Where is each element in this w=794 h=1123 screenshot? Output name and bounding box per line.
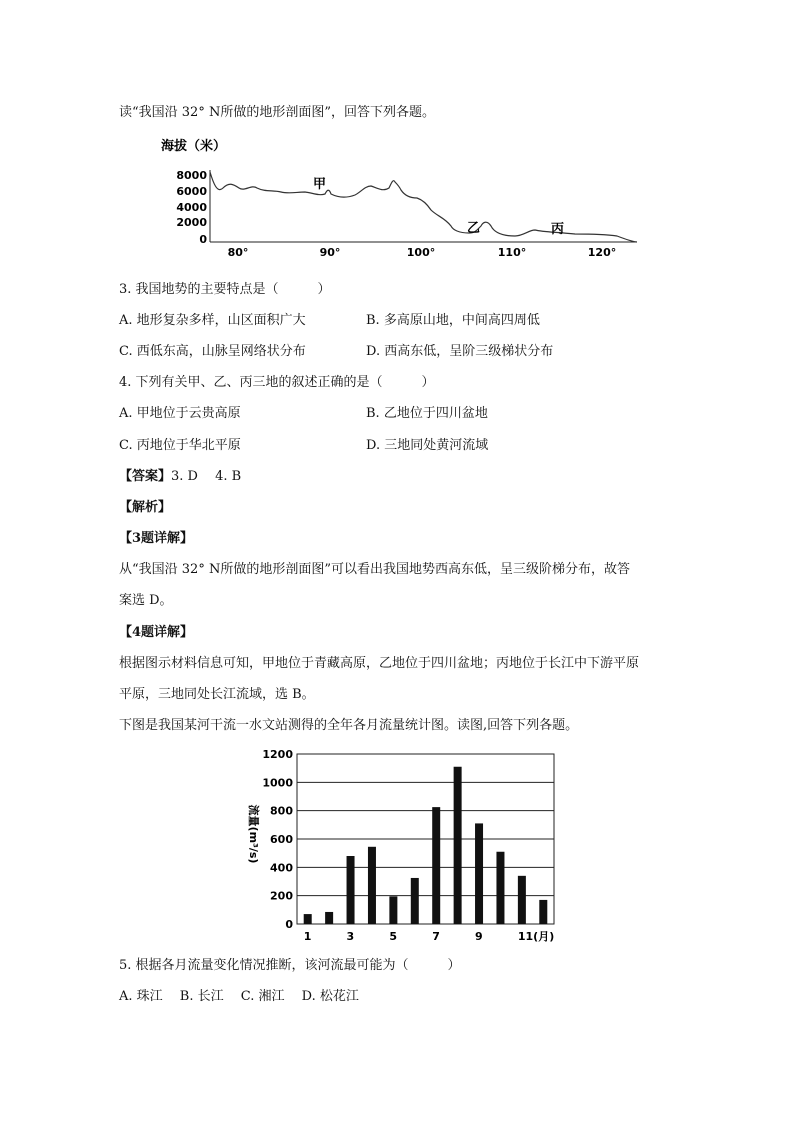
profile-ytick-0: 0 (199, 233, 207, 246)
q3-option-a[interactable]: A. 地形复杂多样，山区面积广大 (119, 313, 306, 328)
flow-ytick-label: 800 (270, 804, 293, 818)
flow-xtick-label: 3 (346, 930, 355, 943)
flow-xtick-label: 7 (432, 930, 440, 943)
answer-label: 【答案】 (119, 469, 172, 484)
flow-bar (475, 823, 483, 924)
q4-option-c[interactable]: C. 丙地位于华北平原 (119, 438, 241, 453)
flow-ytick-label: 200 (270, 889, 293, 903)
q4-stem: 4. 下列有关甲、乙、丙三地的叙述正确的是（ ） (119, 375, 435, 390)
flow-ylabel: 流量(m³/s) (247, 804, 260, 864)
answer-text: 3. D 4. B (171, 469, 242, 484)
flow-ytick-label: 1200 (262, 748, 293, 761)
flow-xtick-label: 9 (475, 930, 483, 943)
profile-ytick-8000: 8000 (176, 169, 207, 182)
profile-xtick-80: 80° (227, 246, 249, 258)
q4-option-a[interactable]: A. 甲地位于云贵高原 (119, 406, 241, 421)
flow-bar (304, 914, 312, 924)
flow-ytick-label: 1000 (262, 776, 293, 790)
flow-ytick-label: 0 (285, 918, 293, 931)
flow-bar (389, 896, 397, 924)
analysis-title: 【解析】 (119, 500, 172, 515)
q5-options[interactable]: A. 珠江 B. 长江 C. 湘江 D. 松花江 (119, 989, 359, 1004)
flow-bar (454, 767, 462, 924)
profile-ytick-2000: 2000 (176, 216, 207, 229)
q3-option-c[interactable]: C. 西低东高，山脉呈网络状分布 (119, 344, 306, 359)
q4-analysis-line1: 根据图示材料信息可知，甲地位于青藏高原，乙地位于四川盆地；丙地位于长江中下游平原 (119, 656, 640, 671)
flow-xtick-label: 5 (389, 930, 398, 943)
monthly-flow-chart (232, 742, 562, 947)
flow-bar (347, 856, 355, 924)
flow-ytick-label: 400 (270, 861, 293, 875)
flow-ytick-label: 600 (270, 833, 293, 846)
q3-analysis-line1: 从“我国沿 32° N所做的地形剖面图”可以看出我国地势西高东低，呈三级阶梯分布，故答 (119, 562, 630, 577)
profile-xtick-120: 120° (587, 246, 617, 258)
label-bing: 丙 (551, 222, 565, 237)
q4-option-d[interactable]: D. 三地同处黄河流域 (366, 438, 489, 453)
q3-option-d[interactable]: D. 西高东低，呈阶三级梯状分布 (366, 344, 554, 359)
profile-xtick-110: 110° (497, 246, 527, 258)
profile-xtick-90: 90° (319, 246, 341, 258)
q4-analysis-line2: 平原，三地同处长江流域，选 B。 (119, 687, 315, 702)
flow-xtick-label: 1 (303, 930, 312, 943)
q3-analysis-line2: 案选 D。 (119, 593, 173, 608)
label-yi: 乙 (467, 221, 481, 236)
q4-analysis-title: 【4题详解】 (119, 625, 194, 640)
flow-bar (432, 807, 440, 924)
flow-bar (539, 900, 547, 924)
flow-xtick-label: 11(月) (517, 930, 555, 943)
q3-stem: 3. 我国地势的主要特点是（ ） (119, 282, 331, 297)
terrain-profile-line (210, 172, 637, 242)
profile-ytick-6000: 6000 (176, 185, 207, 198)
profile-xtick-100: 100° (406, 246, 436, 258)
label-jia: 甲 (313, 177, 327, 192)
flow-bar (496, 852, 504, 924)
profile-ytick-4000: 4000 (176, 201, 207, 214)
profile-ylabel: 海拔（米） (161, 139, 227, 154)
section1-intro: 读“我国沿 32° N所做的地形剖面图”，回答下列各题。 (119, 105, 435, 120)
flow-bar (518, 876, 526, 924)
flow-bar (325, 912, 333, 924)
q3-analysis-title: 【3题详解】 (119, 531, 194, 546)
flow-bar (411, 878, 419, 924)
answer-line (119, 468, 241, 486)
terrain-profile-chart (155, 132, 655, 258)
flow-bar (368, 847, 376, 924)
q3-option-b[interactable]: B. 多高原山地，中间高四周低 (366, 313, 540, 328)
section2-intro: 下图是我国某河干流一水文站测得的全年各月流量统计图。读图,回答下列各题。 (119, 718, 579, 733)
q5-stem: 5. 根据各月流量变化情况推断，该河流最可能为（ ） (119, 958, 461, 973)
q4-option-b[interactable]: B. 乙地位于四川盆地 (366, 406, 488, 421)
